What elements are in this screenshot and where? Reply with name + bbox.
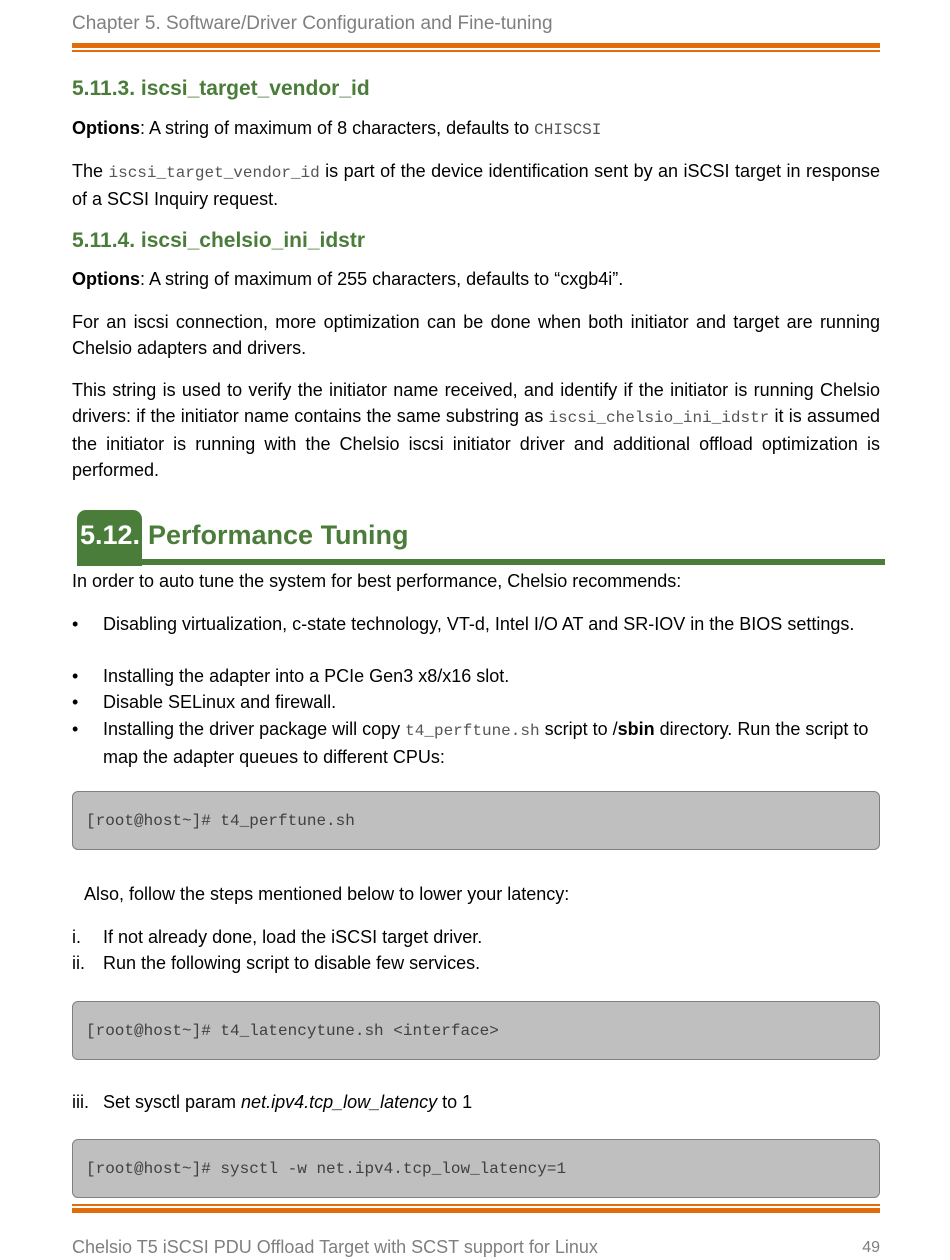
- options-paragraph-ini-idstr: Options: A string of maximum of 255 characters, defaults to “cxgb4i”.: [72, 269, 624, 289]
- code-text: [root@host~]# t4_latencytune.sh <interface>: [86, 1022, 499, 1040]
- footer-rule-thin: [72, 1204, 880, 1206]
- bullet-icon: •: [72, 614, 79, 634]
- section-title: Performance Tuning: [148, 520, 409, 550]
- list-item-pcie: Installing the adapter into a PCIe Gen3 x8/x16 slot.: [103, 666, 510, 686]
- options-paragraph-vendor-id: Options: A string of maximum of 8 characters, defaults to CHISCSI: [72, 118, 602, 139]
- code-block-perftune: [72, 791, 880, 850]
- inline-code: t4_perftune.sh: [405, 722, 540, 740]
- paragraph-intro: In order to auto tune the system for best performance, Chelsio recommends:: [72, 571, 682, 591]
- running-header: Chapter 5. Software/Driver Configuration and Fine-tuning: [72, 13, 553, 34]
- section-rule: [77, 559, 885, 565]
- list-number: ii.: [72, 953, 85, 973]
- paragraph-verify-initiator: This string is used to verify the initiator name received, and identify if the initiator is running Chelsio drivers: if the initiator name contains the same substring as iscsi_chelsio_ini_idstr it is assumed the initiator is running with the Chelsio iscsi initiator driver and additional offload optimization is performed.: [72, 380, 880, 480]
- list-item-perftune: Installing the driver package will copy t4_perftune.sh script to /sbin directory. Run the script to map the adapter queues to different CPUs:: [103, 719, 869, 767]
- section-heading-vendor-id: 5.11.3. iscsi_target_vendor_id: [72, 77, 370, 100]
- inline-code: iscsi_chelsio_ini_idstr: [548, 409, 770, 427]
- list-item-sysctl: Set sysctl param net.ipv4.tcp_low_latency to 1: [103, 1092, 473, 1112]
- paragraph-optimization: For an iscsi connection, more optimization can be done when both initiator and target are running Chelsio adapters and drivers.: [72, 312, 880, 358]
- bullet-icon: •: [72, 666, 79, 686]
- list-item-selinux: Disable SELinux and firewall.: [103, 692, 337, 712]
- page-number: 49: [862, 1239, 880, 1256]
- code-text: [root@host~]# sysctl -w net.ipv4.tcp_low_latency=1: [86, 1160, 567, 1178]
- inline-code: CHISCSI: [534, 121, 602, 139]
- options-label: Options: [72, 118, 140, 138]
- header-rule: [72, 43, 880, 48]
- section-heading-ini-idstr: 5.11.4. iscsi_chelsio_ini_idstr: [72, 229, 366, 252]
- description-paragraph-vendor-id: The iscsi_target_vendor_id is part of the device identification sent by an iSCSI target in response of a SCSI Inquiry request.: [72, 161, 880, 209]
- list-item-bios: Disabling virtualization, c-state technology, VT-d, Intel I/O AT and SR-IOV in the BIOS settings.: [103, 614, 855, 634]
- bullet-icon: •: [72, 692, 79, 712]
- section-number: 5.12.: [80, 520, 141, 550]
- list-item-load-driver: If not already done, load the iSCSI target driver.: [103, 927, 483, 947]
- list-number: i.: [72, 927, 81, 947]
- inline-code: iscsi_target_vendor_id: [108, 164, 320, 182]
- code-block-sysctl: [72, 1139, 880, 1198]
- header-rule-thin: [72, 50, 880, 52]
- code-block-latencytune: [72, 1001, 880, 1060]
- options-label: Options: [72, 269, 140, 289]
- code-text: [root@host~]# t4_perftune.sh: [86, 812, 355, 830]
- paragraph-latency: Also, follow the steps mentioned below to lower your latency:: [84, 884, 570, 904]
- list-number: iii.: [72, 1092, 89, 1112]
- running-footer: Chelsio T5 iSCSI PDU Offload Target with SCST support for Linux: [72, 1237, 598, 1257]
- list-item-disable-services: Run the following script to disable few services.: [103, 953, 481, 973]
- bullet-icon: •: [72, 719, 79, 739]
- footer-rule: [72, 1208, 880, 1213]
